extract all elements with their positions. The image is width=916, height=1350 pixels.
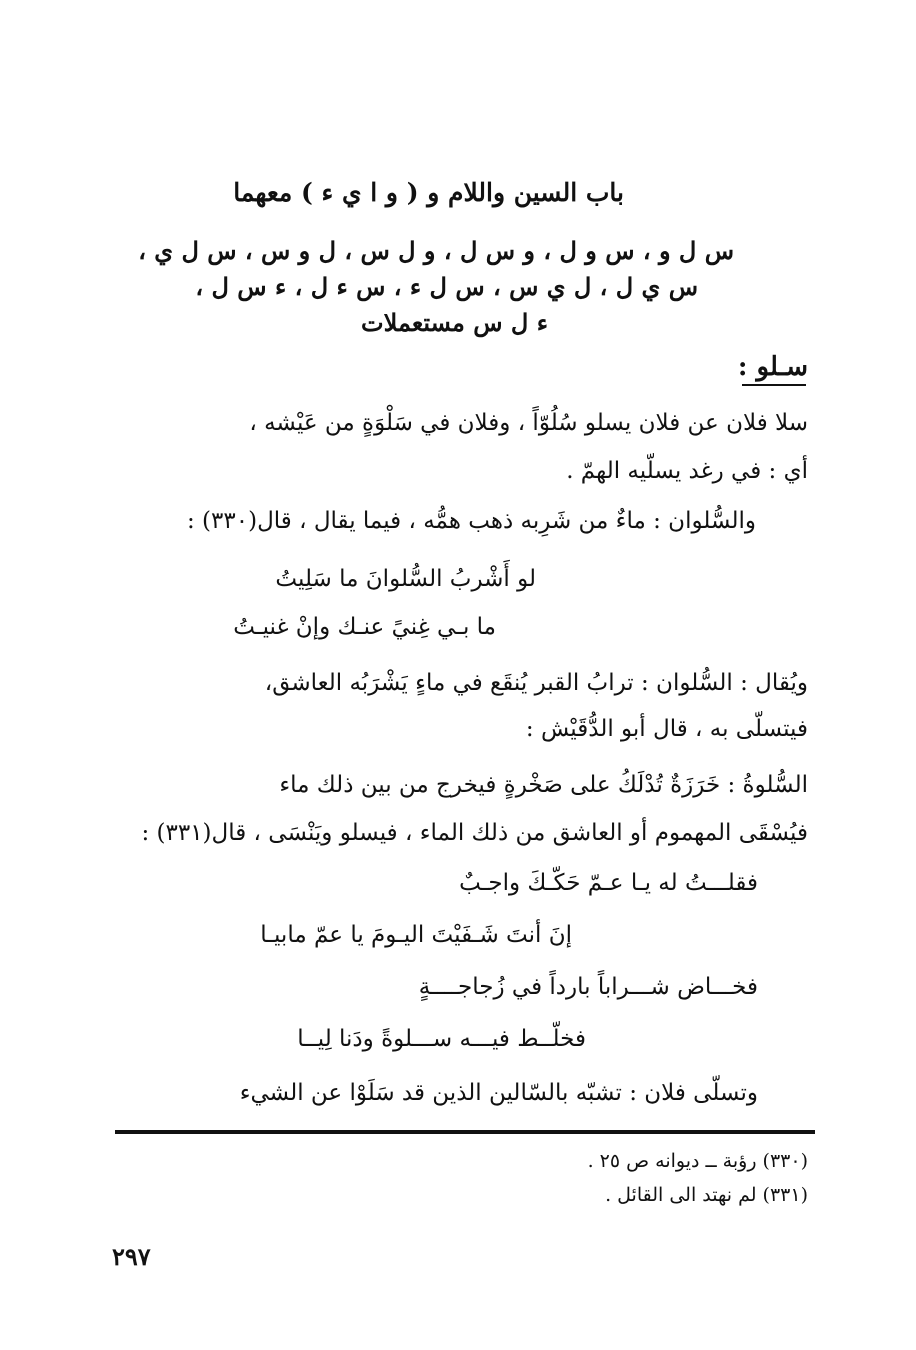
footnote-divider	[115, 1130, 815, 1134]
chapter-title: باب السين واللام و ( و ا ي ء ) معهما	[233, 178, 624, 207]
body-line-1: سلا فلان عن فلان يسلو سُلُوّاً ، وفلان في سَلْوَةٍ من عَيْشه ،	[249, 410, 808, 436]
root-list-line-2: س ي ل ، ل ي س ، س ل ء ، س ء ل ، ء س ل ،	[195, 272, 698, 301]
entry-headword: سـلو :	[737, 352, 808, 382]
root-list-line-3: ء ل س مستعملات	[361, 308, 548, 337]
verse-line-4: إنَ أنتَ شَـفَيْتَ اليـومَ يا عمّ مابيـا	[260, 922, 572, 948]
body-line-8: وتسلّى فلان : تشبّه بالسّالين الذين قد سَلَوْا عن الشيء	[239, 1080, 758, 1106]
root-list-line-1: س ل و ، س و ل ، و س ل ، و ل س ، ل و س ، س ل ي ،	[138, 236, 734, 265]
verse-line-5: فخـــاض شـــراباً بارداً في زُجاجــــةٍ	[418, 974, 758, 1000]
body-line-2: أي : في رغد يسلّيه الهمّ .	[566, 458, 808, 484]
verse-line-1: لو أَشْربُ السُّلوانَ ما سَلِيتُ	[275, 566, 536, 592]
verse-line-2: ما بـي غِنيً عنـك وإنْ غنيـتُ	[233, 614, 496, 640]
body-line-4: ويُقال : السُّلوان : ترابُ القبر يُنقَع في ماءٍ يَشْرَبُه العاشق،	[264, 670, 808, 696]
footnote-330: (٣٣٠) رؤبة ــ ديوانه ص ٢٥ .	[587, 1150, 808, 1172]
body-line-7: فيُسْقَى المهموم أو العاشق من ذلك الماء ، فيسلو ويَنْسَى ، قال(٣٣١) :	[141, 820, 808, 846]
body-line-3: والسُّلوان : ماءٌ من شَرِبه ذهب همُّه ، فيما يقال ، قال(٣٣٠) :	[187, 508, 756, 534]
verse-line-6: فخلّــط فيـــه ســـلوةً ودَنا لِيــا	[297, 1026, 586, 1052]
page-number: ٢٩٧	[112, 1242, 151, 1271]
body-line-6: السُّلوةُ : خَرَزَةٌ تُدْلَكُ على صَخْرةٍ فيخرج من بين ذلك ماء	[279, 772, 808, 798]
footnote-331: (٣٣١) لم نهتد الى القائل .	[605, 1184, 808, 1206]
headword-underline	[742, 384, 806, 386]
verse-line-3: فقلـــتُ له يـا عـمّ حَكّـكَ واجـبٌ	[459, 870, 758, 896]
body-line-5: فيتسلّى به ، قال أبو الدُّقَيْش :	[525, 716, 808, 742]
